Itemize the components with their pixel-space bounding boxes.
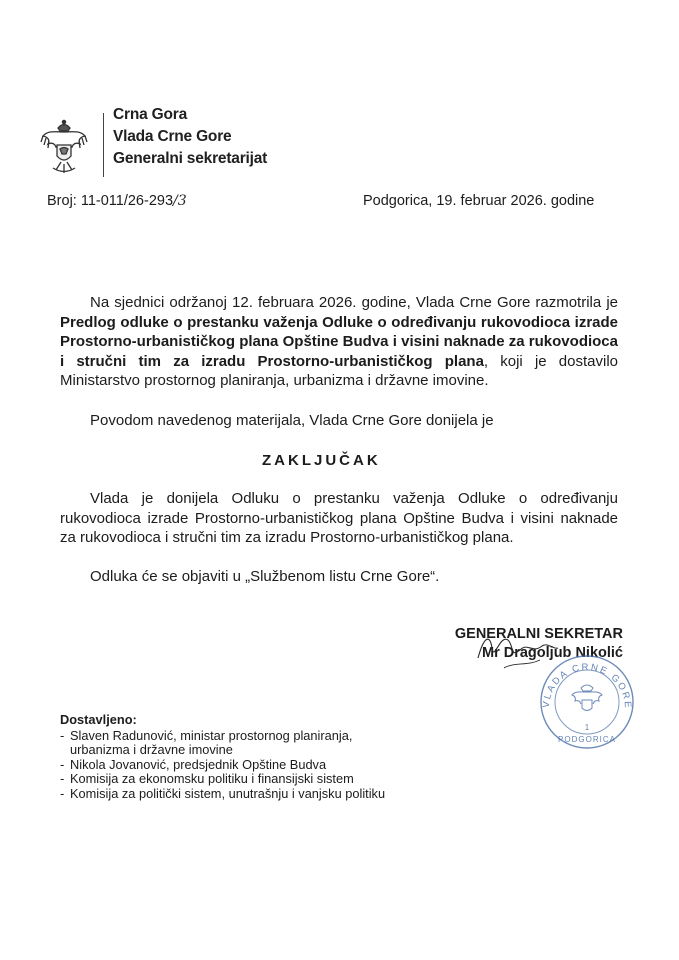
signatory-name: Mr Dragoljub Nikolić xyxy=(482,645,623,661)
proposal-title: Predlog odluke o prestanku važenja Odluke o određivanju rukovodioca izrade Prostorno-urbanističkog plana Opštine Budva i visini naknade za rukovodioca i stručni tim za izradu Prostorno-urbanističkog plana xyxy=(60,313,618,370)
list-item: - Komisija za politički sistem, unutrašnju i vanjsku politiku xyxy=(60,787,430,802)
reference-number xyxy=(47,193,187,209)
stamp-number: 1 xyxy=(584,723,590,732)
reference-label: Broj: 11-011/26-293 xyxy=(47,193,174,209)
organization-header xyxy=(113,104,267,170)
conclusion-heading: ZAKLJUČAK xyxy=(262,452,381,469)
paragraph-publication: Odluka će se objaviti u „Službenom listu Crne Gore“. xyxy=(90,568,440,585)
official-stamp xyxy=(529,648,641,753)
list-item: - Nikola Jovanović, predsjednik Opštine Budva xyxy=(60,758,390,773)
government-name: Vlada Crne Gore xyxy=(113,128,232,145)
country-name: Crna Gora xyxy=(113,106,187,123)
distribution-list xyxy=(60,713,430,802)
paragraph-adopted: Povodom navedenog materijala, Vlada Crne Gore donijela je xyxy=(90,412,494,429)
coat-of-arms-icon xyxy=(40,118,88,176)
list-item: - Slaven Radunović, ministar prostornog planiranja, urbanizma i državne imovine xyxy=(60,729,390,758)
signatory-title: GENERALNI SEKRETAR xyxy=(454,626,623,642)
list-item: - Komisija za ekonomsku politiku i finansijski sistem xyxy=(60,772,390,787)
paragraph-session-outro: , koji je dostavilo Ministarstvo prostornog planiranja, urbanizma i državne imovine. xyxy=(60,352,618,390)
stamp-city: PODGORICA xyxy=(558,735,616,744)
reference-handwritten-suffix: /3 xyxy=(173,193,187,209)
paragraph-session-intro: Na sjednici održanoj 12. februara 2026. godine, Vlada Crne Gore razmotrila je xyxy=(90,294,618,311)
paragraph-session xyxy=(60,293,618,391)
distribution-title: Dostavljeno: xyxy=(60,712,137,727)
stamp-emblem-icon xyxy=(572,685,602,711)
document-date: Podgorica, 19. februar 2026. godine xyxy=(363,193,595,209)
header-divider xyxy=(103,113,104,177)
stamp-ring-text: VLADA CRNE GORE xyxy=(540,661,634,710)
department-name: Generalni sekretarijat xyxy=(113,150,268,167)
paragraph-decision: Vlada je donijela Odluku o prestanku važenja Odluke o određivanju rukovodioca izrade Prostorno-urbanističkog plana Opštine Budva i visini naknade za rukovodioca i stručni tim za izradu Prostorno-urbanističkog plana. xyxy=(60,490,618,547)
